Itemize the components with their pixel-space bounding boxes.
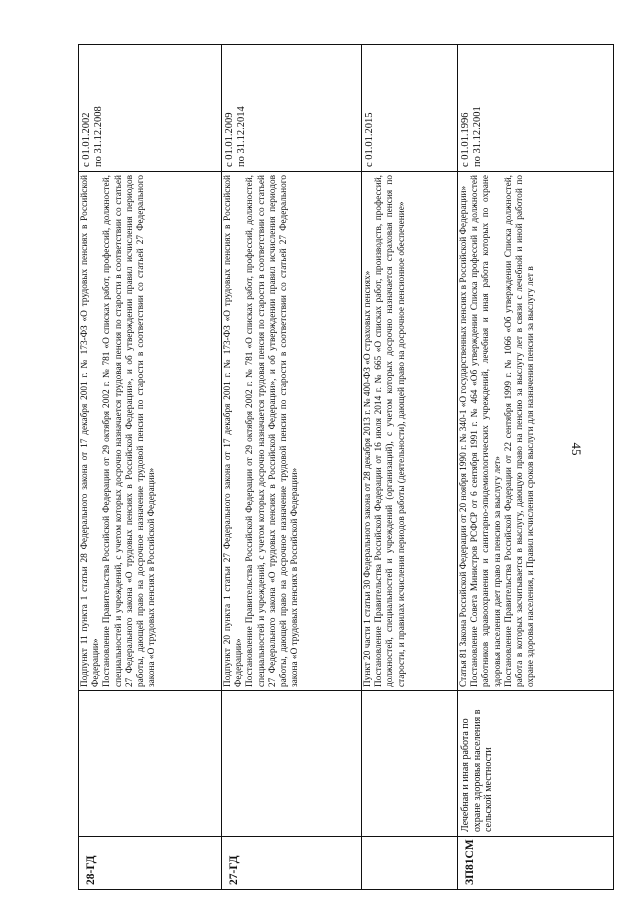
document-table-rotated	[78, 45, 613, 890]
doc-paragraph: Постановление Правительства Российской Федерации от 22 сентября 1999 г. № 1066 «Об утверждении Списка должностей, работа в которых засчитывается в выслугу, дающую право на пенсию за выслугу лет в связи с лечебной и иной работой по охране здоровья населения, и Правил исчисления сроков выслуги для назначения пенсии за выслугу лет в	[503, 175, 537, 687]
doc-paragraph: Постановление Правительства Российской Федерации от 29 октября 2002 г. № 781 «О списках работ, профессий, должностей, специальностей и учреждений, с учетом которых досрочно назначается трудовая пенсия по старости в соответствии со статьей 27 Федерального закона «О трудовых пенсиях в Российской Федерации», и об утверждении правил исчисления периодов работы, дающей право на досрочное назначение трудовой пенсии по старости в соответствии со статьей 27 Федерального закона «О трудовых пенсиях в Российской Федерации»	[102, 175, 158, 687]
row-documents	[79, 172, 222, 691]
period-from: с 01.01.2002	[81, 112, 92, 167]
table-row	[222, 45, 362, 890]
doc-paragraph: Подпункт 20 пункта 1 статьи 27 Федерального закона от 17 декабря 2001 г. № 173-ФЗ «О трудовых пенсиях в Российской Федерации»	[223, 175, 245, 687]
period-to: по 31.12.2008	[93, 106, 104, 167]
row-code	[362, 837, 458, 890]
row-code: 28-ГД	[79, 837, 222, 890]
row-profession	[222, 691, 362, 837]
pension-codes-table	[78, 44, 614, 890]
row-profession	[79, 691, 222, 837]
doc-paragraph: Постановление Совета Министров РСФСР от 6 сентября 1991 г. № 464 «Об утверждении Списка профессий и должностей работников здравоохранения и санитарно-эпидемиологических учреждений, лечебная и иная работа которых по охране здоровья населения дает право на пенсию за выслугу лет»	[470, 175, 503, 687]
table-row	[458, 45, 614, 890]
period-from: с 01.01.2015	[364, 112, 375, 167]
row-code: ЗП81СМ	[458, 837, 614, 890]
doc-paragraph: Статья 81 Закона Российской Федерации от 20 ноября 1990 г. № 340-1 «О государственных пенсиях в Российской Федерации»	[459, 185, 469, 687]
row-period	[79, 45, 222, 172]
period-from: с 01.01.2009	[224, 112, 235, 167]
doc-paragraph: Пункт 20 части 1 статьи 30 Федерального закона от 28 декабря 2013 г. № 400-ФЗ «О страховых пенсиях»	[363, 270, 373, 687]
page-number: 45	[569, 442, 584, 456]
doc-paragraph: Постановление Правительства Российской Федерации от 16 июля 2014 г. № 665 «О списках работ, производств, профессий, должностей, специальностей и учреждений (организаций), с учетом которых досрочно назначается страховая пенсия по старости, и правилах исчисления периодов работы (деятельности), дающей право на досрочное пенсионное обеспечение»	[374, 175, 407, 687]
row-profession	[362, 691, 458, 837]
period-from: с 01.01.1996	[460, 112, 471, 167]
table-row	[362, 45, 458, 890]
doc-paragraph: Постановление Правительства Российской Федерации от 29 октября 2002 г. № 781 «О списках работ, профессий, должностей, специальностей и учреждений, с учетом которых досрочно назначается трудовая пенсия по старости в соответствии со статьей 27 Федерального закона «О трудовых пенсиях в Российской Федерации», и об утверждении правил исчисления периодов работы, дающей право на досрочное назначение трудовой пенсии по старости в соответствии со статьей 27 Федерального закона «О трудовых пенсиях в Российской Федерации»	[245, 175, 301, 687]
row-period	[222, 45, 362, 172]
row-code: 27-ГД	[222, 837, 362, 890]
period-to: по 31.12.2014	[236, 106, 247, 167]
row-profession: Лечебная и иная работа по охране здоровья населения в сельской местности	[458, 691, 614, 837]
row-documents	[362, 172, 458, 691]
row-documents	[458, 172, 614, 691]
table-row	[79, 45, 222, 890]
row-documents	[222, 172, 362, 691]
period-to: по 31.12.2001	[472, 106, 483, 167]
row-period	[458, 45, 614, 172]
row-period	[362, 45, 458, 172]
doc-paragraph: Подпункт 11 пункта 1 статьи 28 Федерального закона от 17 декабря 2001 г. № 173-ФЗ «О трудовых пенсиях в Российской Федерации»	[80, 175, 102, 687]
